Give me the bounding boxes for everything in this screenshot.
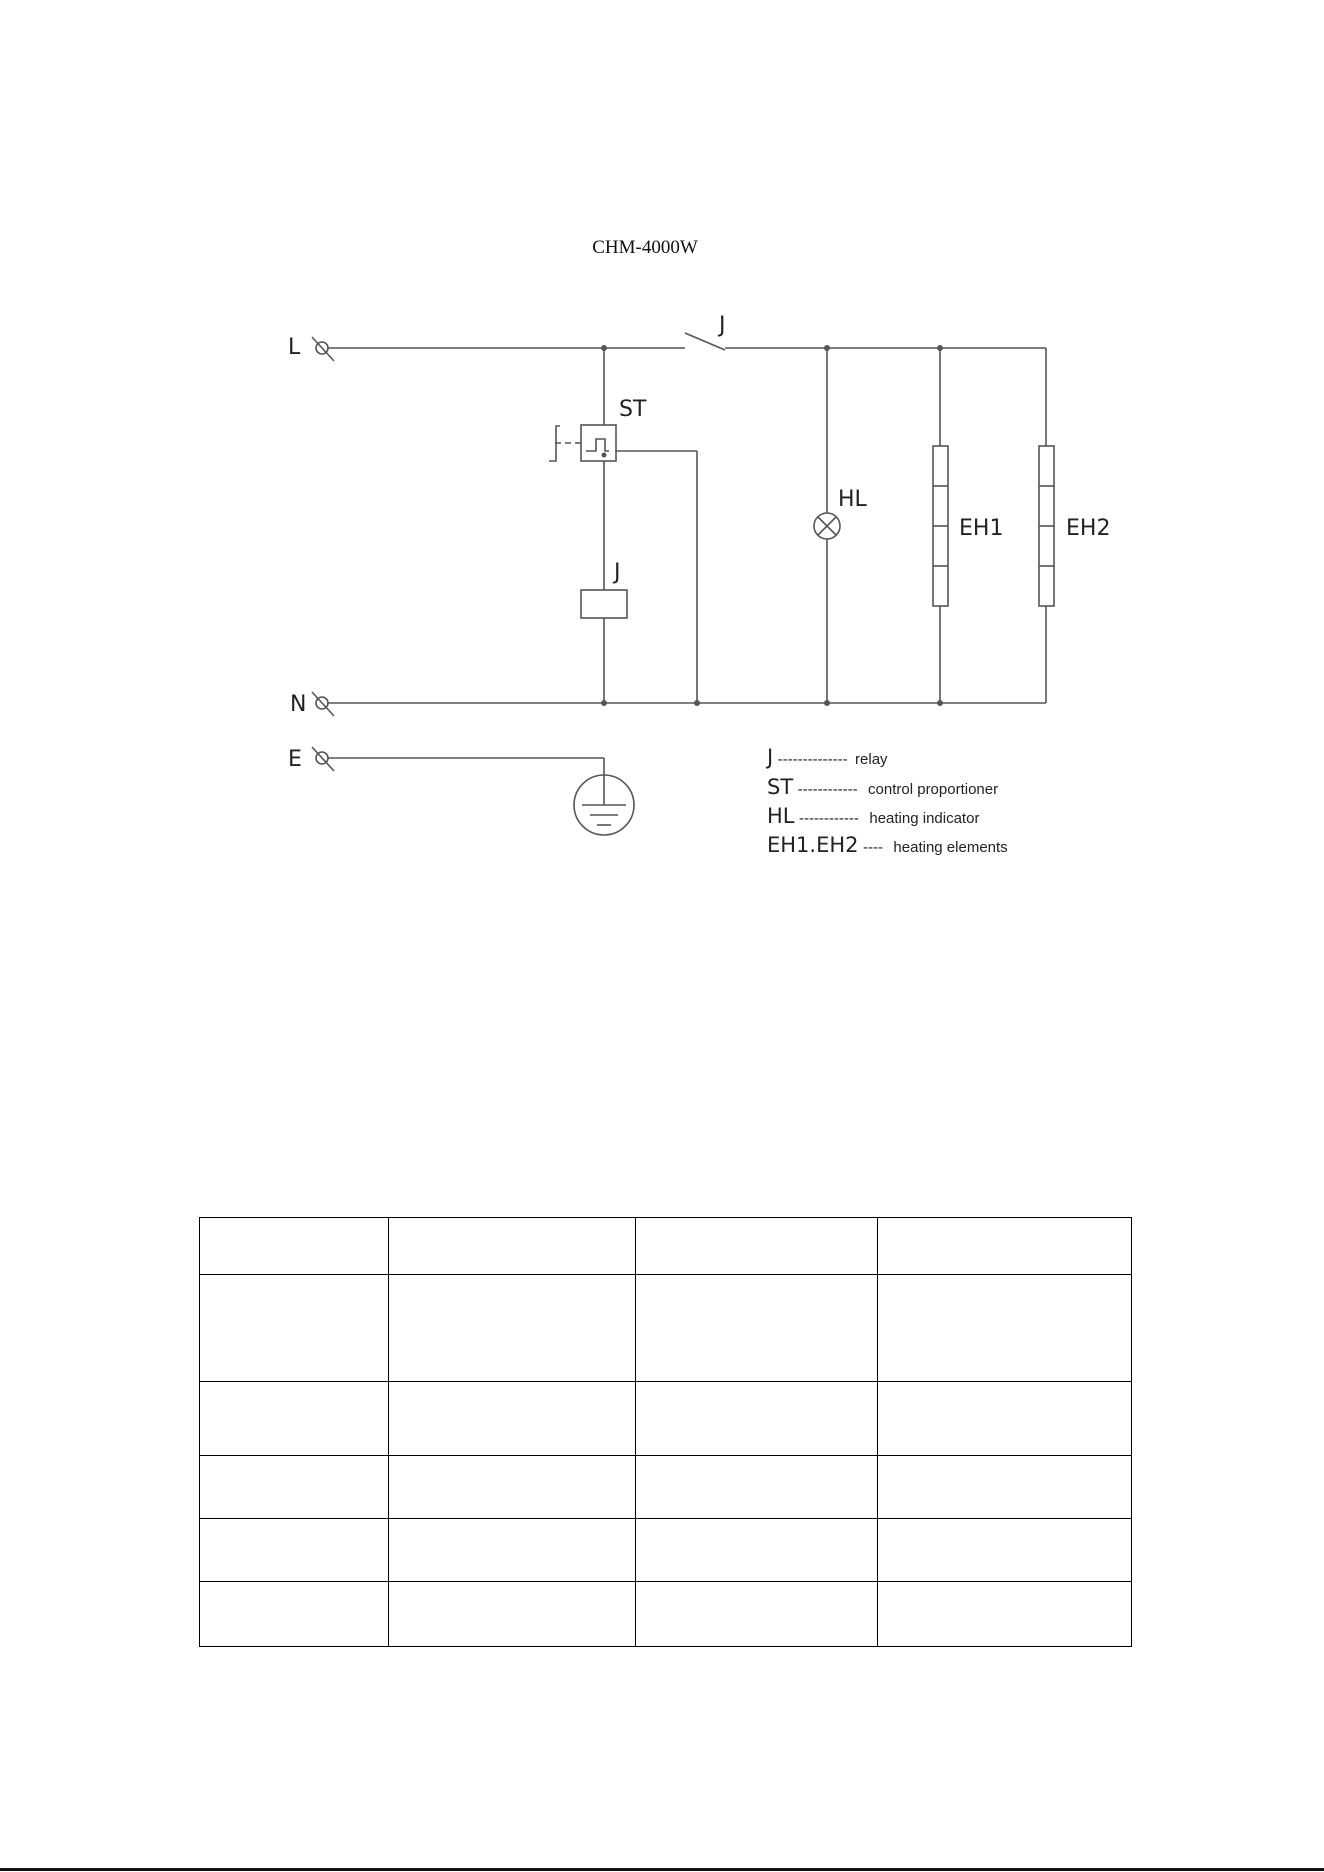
table-row — [200, 1275, 1132, 1382]
terminal-label-live: L — [288, 335, 301, 360]
table-cell — [389, 1275, 636, 1382]
table-cell — [636, 1382, 878, 1456]
terminal-label-earth: E — [288, 747, 302, 772]
legend-item — [767, 833, 1008, 857]
terminal-live — [288, 335, 334, 361]
table-cell — [200, 1275, 389, 1382]
table-cell — [878, 1218, 1132, 1275]
table-cell — [878, 1582, 1132, 1647]
table-cell — [200, 1582, 389, 1647]
table-cell — [636, 1456, 878, 1519]
table-cell — [200, 1382, 389, 1456]
table-cell — [389, 1382, 636, 1456]
diagram-title: CHM-4000W — [592, 237, 698, 258]
page-bottom-rule — [0, 1868, 1324, 1871]
table-row — [200, 1519, 1132, 1582]
table-cell — [878, 1456, 1132, 1519]
table-row — [200, 1382, 1132, 1456]
terminal-neutral — [290, 692, 334, 717]
table-cell — [389, 1519, 636, 1582]
element1-label: EH1 — [959, 516, 1004, 541]
terminal-earth — [288, 747, 334, 772]
heating-element-2 — [1039, 446, 1110, 606]
relay-contact — [685, 313, 726, 350]
table-cell — [636, 1275, 878, 1382]
table-cell — [636, 1218, 878, 1275]
heating-element-1 — [933, 446, 1003, 606]
table-row — [200, 1218, 1132, 1275]
table-cell — [389, 1582, 636, 1647]
table-cell — [200, 1218, 389, 1275]
legend-key: EH1.EH2 — [767, 833, 859, 857]
legend-key: ST — [767, 775, 794, 799]
table-row — [200, 1456, 1132, 1519]
table-cell — [200, 1519, 389, 1582]
legend-desc: heating elements — [893, 839, 1008, 856]
legend-desc: control proportioner — [868, 781, 999, 798]
legend-key: HL — [767, 804, 795, 828]
table-cell — [878, 1519, 1132, 1582]
legend-desc: relay — [855, 751, 888, 768]
legend-dashes: ------------ — [798, 810, 859, 827]
indicator-label: HL — [838, 487, 867, 512]
legend-item — [765, 745, 888, 769]
legend-dashes: ---- — [862, 839, 883, 856]
element2-label: EH2 — [1066, 516, 1111, 541]
legend-item — [767, 804, 979, 828]
legend-item — [767, 775, 998, 799]
thermostat-label: ST — [619, 397, 647, 422]
indicator-lamp — [814, 487, 868, 539]
table-cell — [200, 1456, 389, 1519]
table-cell — [389, 1218, 636, 1275]
relay-contact-label: J — [719, 313, 726, 338]
legend-key: J — [767, 745, 774, 769]
relay-coil-label: J — [614, 560, 621, 585]
spec-table — [199, 1217, 1132, 1647]
junction-dots — [601, 345, 943, 706]
legend — [765, 745, 1008, 857]
legend-dashes: ------------ — [797, 781, 858, 798]
table-cell — [389, 1456, 636, 1519]
table-cell — [878, 1275, 1132, 1382]
legend-desc: heating indicator — [869, 810, 980, 827]
table-cell — [636, 1582, 878, 1647]
table-cell — [636, 1519, 878, 1582]
table-row — [200, 1582, 1132, 1647]
wiring-diagram — [0, 0, 1324, 900]
table-cell — [878, 1382, 1132, 1456]
legend-dashes: -------------- — [777, 751, 848, 768]
terminal-label-neutral: N — [290, 692, 307, 717]
